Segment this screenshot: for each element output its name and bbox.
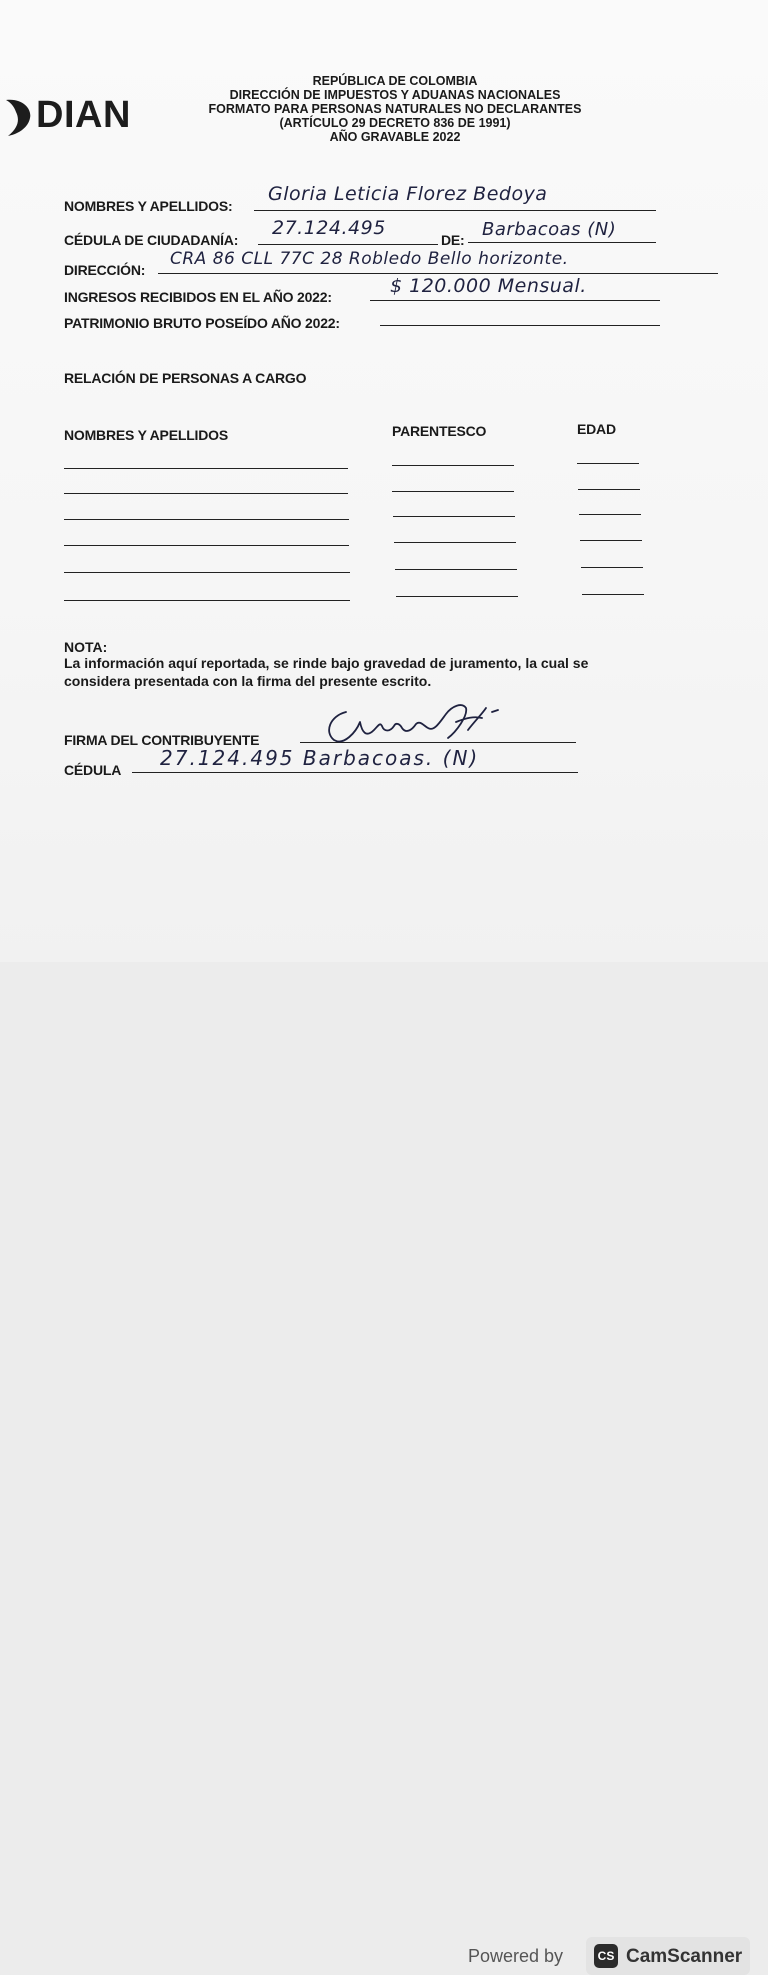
cedula-firma-label: CÉDULA: [64, 762, 122, 778]
cedula-firma-value[interactable]: 27.124.495 Barbacoas. (N): [160, 746, 480, 770]
nota-title: NOTA:: [64, 639, 108, 655]
cedula-label: CÉDULA DE CIUDADANÍA:: [64, 232, 239, 248]
direccion-line: [158, 273, 718, 274]
camscanner-badge[interactable]: [586, 1937, 750, 1975]
dependent-row-1-name[interactable]: [64, 468, 348, 469]
dependent-row-6-name[interactable]: [64, 600, 350, 601]
nota-line-1: La información aquí reportada, se rinde bajo gravedad de juramento, la cual se: [64, 655, 589, 671]
header-agency: DIRECCIÓN DE IMPUESTOS Y ADUANAS NACIONALES: [229, 88, 561, 102]
de-label: DE:: [441, 232, 465, 248]
nombres-value[interactable]: Gloria Leticia Florez Bedoya: [268, 183, 548, 205]
dependent-row-2-relation[interactable]: [392, 491, 514, 492]
dian-logo-text: DIAN: [36, 94, 131, 136]
dependent-row-4-name[interactable]: [64, 545, 349, 546]
col-age-header: EDAD: [577, 421, 616, 437]
powered-by-text: Powered by: [468, 1946, 564, 1966]
firma-label: FIRMA DEL CONTRIBUYENTE: [64, 732, 260, 748]
document-page: [0, 0, 768, 962]
col-relation-header: PARENTESCO: [392, 423, 487, 439]
de-line: [468, 242, 656, 243]
signature-scribble-icon: [316, 692, 516, 750]
direccion-value[interactable]: CRA 86 CLL 77C 28 Robledo Bello horizonte.: [170, 249, 569, 269]
col-name-header: NOMBRES Y APELLIDOS: [64, 427, 228, 443]
cedula-line: [258, 244, 438, 245]
dependent-row-6-relation[interactable]: [396, 596, 518, 597]
ingresos-label: INGRESOS RECIBIDOS EN EL AÑO 2022:: [64, 289, 332, 305]
dependent-row-5-relation[interactable]: [395, 569, 517, 570]
scanner-footer: [0, 962, 768, 1967]
dependent-row-3-name[interactable]: [64, 519, 349, 520]
nombres-line: [254, 210, 656, 211]
dependent-row-5-name[interactable]: [64, 572, 350, 573]
cedula-value[interactable]: 27.124.495: [272, 217, 386, 239]
ingresos-line: [370, 300, 660, 301]
dependent-row-4-relation[interactable]: [394, 542, 516, 543]
nota-line-2: considera presentada con la firma del presente escrito.: [64, 673, 432, 689]
dependent-row-6-age[interactable]: [582, 594, 644, 595]
dependent-row-3-age[interactable]: [579, 514, 641, 515]
header-article: (ARTÍCULO 29 DECRETO 836 DE 1991): [279, 116, 511, 130]
dependent-row-2-name[interactable]: [64, 493, 348, 494]
cedula-firma-line: [132, 772, 578, 773]
direccion-label: DIRECCIÓN:: [64, 262, 146, 278]
dependent-row-1-relation[interactable]: [392, 465, 514, 466]
header-form-title: FORMATO PARA PERSONAS NATURALES NO DECLARANTES: [208, 102, 582, 116]
header-year: AÑO GRAVABLE 2022: [329, 130, 461, 144]
dependents-title: RELACIÓN DE PERSONAS A CARGO: [64, 370, 307, 386]
ingresos-value[interactable]: $ 120.000 Mensual.: [390, 275, 587, 297]
nombres-label: NOMBRES Y APELLIDOS:: [64, 198, 233, 214]
header-country: REPÚBLICA DE COLOMBIA: [312, 74, 478, 88]
dependent-row-1-age[interactable]: [577, 463, 639, 464]
patrimonio-input-line[interactable]: [380, 325, 660, 326]
dependent-row-2-age[interactable]: [578, 489, 640, 490]
de-value[interactable]: Barbacoas (N): [482, 219, 617, 240]
patrimonio-label: PATRIMONIO BRUTO POSEÍDO AÑO 2022:: [64, 315, 340, 331]
dependent-row-5-age[interactable]: [581, 567, 643, 568]
dian-logo-icon: [4, 94, 34, 138]
dependent-row-3-relation[interactable]: [393, 516, 515, 517]
dependent-row-4-age[interactable]: [580, 540, 642, 541]
camscanner-icon: CS: [594, 1944, 618, 1968]
camscanner-brand: CamScanner: [626, 1946, 743, 1967]
